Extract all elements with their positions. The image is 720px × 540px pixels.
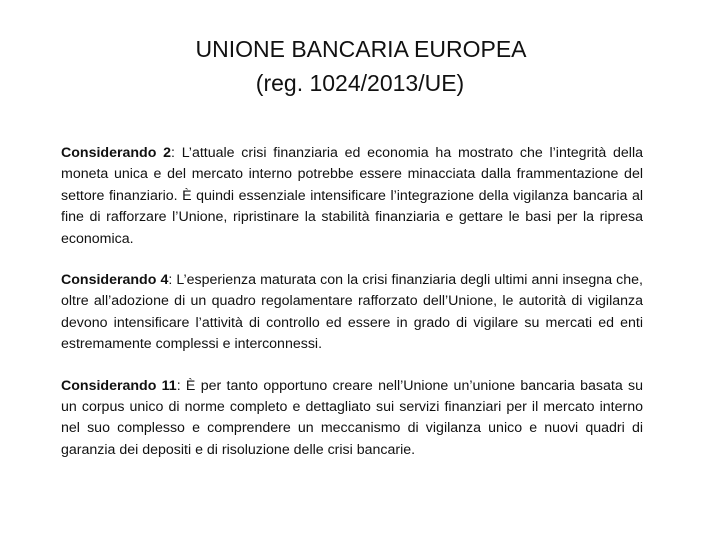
- paragraph-lead: Considerando 2: [61, 145, 172, 161]
- paragraph-lead: Considerando 4: [61, 272, 169, 289]
- paragraph-text: : È per tanto opportuno creare nell’Unione un’unione bancaria basata su un corpus unico di norme completo e dettagliato sui servizi finanziari per il mercato interno nel suo complesso e comprendere un meccanismo di vigilanza unico e nuovi quadri di garanzia dei depositi e di risoluzione delle crisi bancarie.: [61, 377, 643, 458]
- paragraph-text: : L’esperienza maturata con la crisi finanziaria degli ultimi anni insegna che, oltre all’adozione di un quadro regolamentare rafforzato dell’Unione, le autorità di vigilanza devono intensificare l’attività di controllo ed essere in grado di vigilare su mercati ed enti estremamente complessi e interconnessi.: [61, 272, 643, 353]
- slide-title: [0, 32, 720, 100]
- title-line-1: UNIONE BANCARIA EUROPEA: [195, 36, 527, 62]
- paragraph-text: : L’attuale crisi finanziaria ed economia ha mostrato che l’integrità della moneta unica e del mercato interno potrebbe essere minacciata dalla frammentazione del settore finanziario. È quindi essenziale intensificare l’integrazione della vigilanza bancaria al fine di rafforzare l’Unione, ripristinare la stabilità finanziaria e gettare le basi per la ripresa economica.: [61, 145, 643, 247]
- paragraph-considerando-2: [61, 143, 643, 250]
- title-line-2: (reg. 1024/2013/UE): [255, 70, 465, 96]
- paragraph-lead: Considerando 11: [61, 377, 177, 394]
- paragraph-considerando-11: [61, 376, 643, 462]
- slide-body: [61, 143, 643, 481]
- paragraph-considerando-4: [61, 270, 643, 356]
